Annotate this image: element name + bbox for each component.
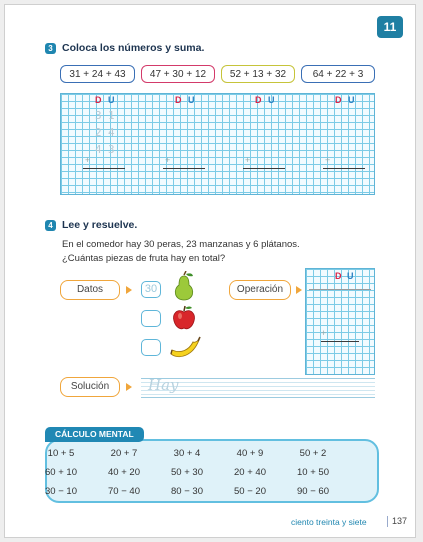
exercise-4-title: Lee y resuelve. xyxy=(62,219,138,231)
operation-grid[interactable] xyxy=(305,268,375,375)
example-digit: 3 xyxy=(108,143,115,156)
problem-line-1: En el comedor hay 30 peras, 23 manzanas y 6 plátanos. xyxy=(62,239,300,250)
sum-card-3: 52 + 13 + 32 xyxy=(221,65,295,83)
operation-sum-line xyxy=(321,341,359,342)
example-digit: 2 xyxy=(95,126,102,139)
sum-card-1: 31 + 24 + 43 xyxy=(60,65,135,83)
arrow-right-icon xyxy=(126,286,132,294)
mental-op: 50 + 2 xyxy=(299,448,327,459)
mental-op: 80 − 30 xyxy=(171,486,203,497)
problem-line-2: ¿Cuántas piezas de fruta hay en total? xyxy=(62,253,226,264)
sum-card-2: 47 + 30 + 12 xyxy=(141,65,215,83)
mental-op: 50 + 30 xyxy=(171,467,203,478)
mental-op: 40 + 20 xyxy=(108,467,140,478)
example-digit: 4 xyxy=(108,126,115,139)
datos-label: Datos xyxy=(60,280,120,300)
pear-icon xyxy=(170,271,198,301)
example-digit: 1 xyxy=(108,109,115,122)
mental-op: 30 + 4 xyxy=(173,448,201,459)
answer-box-pears[interactable]: 30 xyxy=(141,281,161,298)
mental-op: 60 + 10 xyxy=(45,467,77,478)
footer-page-words: ciento treinta y siete xyxy=(291,517,367,527)
example-digit: 4 xyxy=(95,143,102,156)
page-number-badge: 11 xyxy=(377,16,403,38)
mental-op: 40 + 9 xyxy=(236,448,264,459)
sum-line xyxy=(163,168,205,169)
mental-op: 30 − 10 xyxy=(45,486,77,497)
answer-box-apples[interactable] xyxy=(141,310,161,327)
solution-trace-text: Hay xyxy=(148,376,179,394)
apple-icon xyxy=(171,305,197,331)
exercise-3-title: Coloca los números y suma. xyxy=(62,42,205,54)
grid4-tens-header: D xyxy=(335,95,342,105)
grid1-tens-header: D xyxy=(95,95,102,105)
footer-page-number: 137 xyxy=(392,516,408,526)
mental-op: 50 − 20 xyxy=(234,486,266,497)
calculo-mental-title: CÁLCULO MENTAL xyxy=(45,427,144,442)
grid2-units-header: U xyxy=(188,95,195,105)
sum-line xyxy=(243,168,285,169)
operation-header-line xyxy=(309,289,371,290)
plus-sign: + xyxy=(321,328,327,338)
sum-card-4: 64 + 22 + 3 xyxy=(301,65,375,83)
answer-box-bananas[interactable] xyxy=(141,339,161,356)
exercise-4-number: 4 xyxy=(45,220,56,231)
mental-op: 70 − 40 xyxy=(108,486,140,497)
mental-op: 90 − 60 xyxy=(297,486,329,497)
grid1-units-header: U xyxy=(108,95,115,105)
arrow-right-icon xyxy=(126,383,132,391)
mental-op: 20 + 7 xyxy=(110,448,138,459)
workbook-page xyxy=(4,4,416,538)
grid2-tens-header: D xyxy=(175,95,182,105)
arrow-right-icon xyxy=(296,286,302,294)
grid3-tens-header: D xyxy=(255,95,262,105)
plus-sign: + xyxy=(245,155,251,165)
operacion-label: Operación xyxy=(229,280,291,300)
footer-divider xyxy=(387,516,388,527)
mental-op: 10 + 50 xyxy=(297,467,329,478)
exercise-3-number: 3 xyxy=(45,43,56,54)
plus-sign: + xyxy=(165,155,171,165)
operation-units-header: U xyxy=(347,271,354,281)
banana-icon xyxy=(169,336,201,360)
grid4-units-header: U xyxy=(348,95,355,105)
plus-sign: + xyxy=(325,155,331,165)
sum-line xyxy=(323,168,365,169)
mental-op: 10 + 5 xyxy=(47,448,75,459)
plus-sign: + xyxy=(85,155,91,165)
grid3-units-header: U xyxy=(268,95,275,105)
sum-line xyxy=(83,168,125,169)
operation-tens-header: D xyxy=(335,271,342,281)
solucion-label: Solución xyxy=(60,377,120,397)
example-digit: 3 xyxy=(95,109,102,122)
mental-op: 20 + 40 xyxy=(234,467,266,478)
